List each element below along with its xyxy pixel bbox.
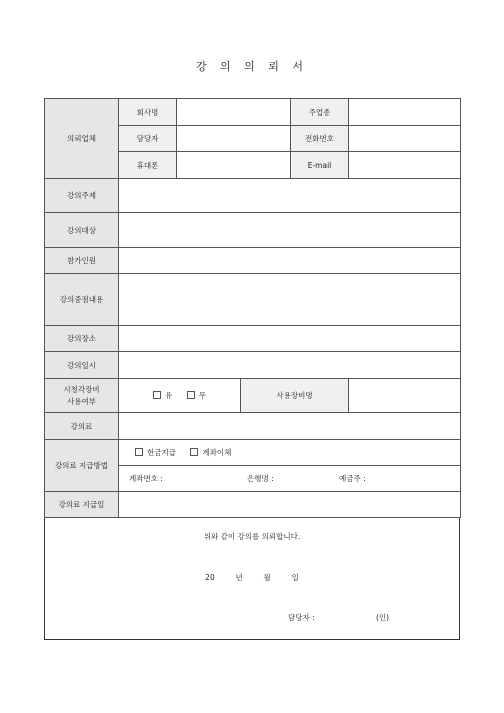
company-label: 회사명 xyxy=(119,99,177,126)
key-content-field[interactable] xyxy=(119,274,461,326)
payment-label: 강의료 지급방법 xyxy=(45,440,119,492)
page-title: 강 의 의 뢰 서 xyxy=(195,60,309,73)
transfer-label: 계좌이체 xyxy=(202,448,232,457)
checkbox-icon xyxy=(135,448,143,456)
email-field[interactable] xyxy=(349,152,461,179)
pay-date-field[interactable] xyxy=(119,492,461,518)
checkbox-icon xyxy=(190,448,198,456)
request-statement: 위와 같이 강의를 의뢰합니다. xyxy=(203,532,301,541)
company-field[interactable] xyxy=(177,99,291,126)
key-content-label: 강의중점내용 xyxy=(45,274,119,326)
signer-label: 담당자 : xyxy=(288,613,315,622)
datetime-field[interactable] xyxy=(119,352,461,379)
contact-field[interactable] xyxy=(177,126,291,152)
day-unit: 일 xyxy=(291,573,299,582)
av-yes-label: 유 xyxy=(165,391,173,400)
av-label-line2: 사용여부 xyxy=(67,396,96,406)
transfer-option[interactable] xyxy=(190,447,231,458)
year-prefix: 20 xyxy=(205,573,215,582)
mobile-field[interactable] xyxy=(177,152,291,179)
attendees-label: 참가인원 xyxy=(45,248,119,274)
av-label xyxy=(45,379,119,413)
industry-label: 주업종 xyxy=(291,99,349,126)
pay-date-label: 강의료 지급일 xyxy=(45,492,119,518)
attendees-field[interactable] xyxy=(119,248,461,274)
datetime-label: 강의일시 xyxy=(45,352,119,379)
av-label-line1: 시청각장비 xyxy=(63,384,100,394)
contact-label: 담당자 xyxy=(119,126,177,152)
equipment-label: 사용장비명 xyxy=(241,379,349,413)
industry-field[interactable] xyxy=(349,99,461,126)
phone-field[interactable] xyxy=(349,126,461,152)
request-form-table xyxy=(44,98,461,518)
checkbox-icon xyxy=(153,391,161,399)
equipment-field[interactable] xyxy=(349,379,461,413)
venue-field[interactable] xyxy=(119,326,461,352)
cash-option[interactable] xyxy=(135,447,176,458)
topic-field[interactable] xyxy=(119,179,461,213)
email-label: E-mail xyxy=(291,152,349,179)
venue-label: 강의장소 xyxy=(45,326,119,352)
month-unit: 월 xyxy=(263,573,271,582)
holder-label: 예금주 : xyxy=(339,474,366,483)
av-yes-option[interactable] xyxy=(153,390,172,401)
year-unit: 년 xyxy=(235,573,243,582)
checkbox-icon xyxy=(187,391,195,399)
fee-label: 강의료 xyxy=(45,413,119,440)
date-line xyxy=(44,572,460,583)
account-no-label: 계좌번호 : xyxy=(129,474,163,483)
mobile-label: 휴대폰 xyxy=(119,152,177,179)
cash-label: 현금지급 xyxy=(147,448,176,457)
bank-label: 은행명 : xyxy=(247,474,274,483)
av-options xyxy=(119,379,241,413)
requester-label: 의뢰업체 xyxy=(45,99,119,179)
account-info xyxy=(119,466,461,492)
topic-label: 강의주제 xyxy=(45,179,119,213)
av-no-label: 무 xyxy=(198,391,206,400)
fee-field[interactable] xyxy=(119,413,461,440)
target-field[interactable] xyxy=(119,213,461,248)
target-label: 강의대상 xyxy=(45,213,119,248)
payment-options xyxy=(119,440,461,466)
av-no-option[interactable] xyxy=(187,390,206,401)
phone-label: 전화번호 xyxy=(291,126,349,152)
seal-mark: (인) xyxy=(376,613,390,622)
